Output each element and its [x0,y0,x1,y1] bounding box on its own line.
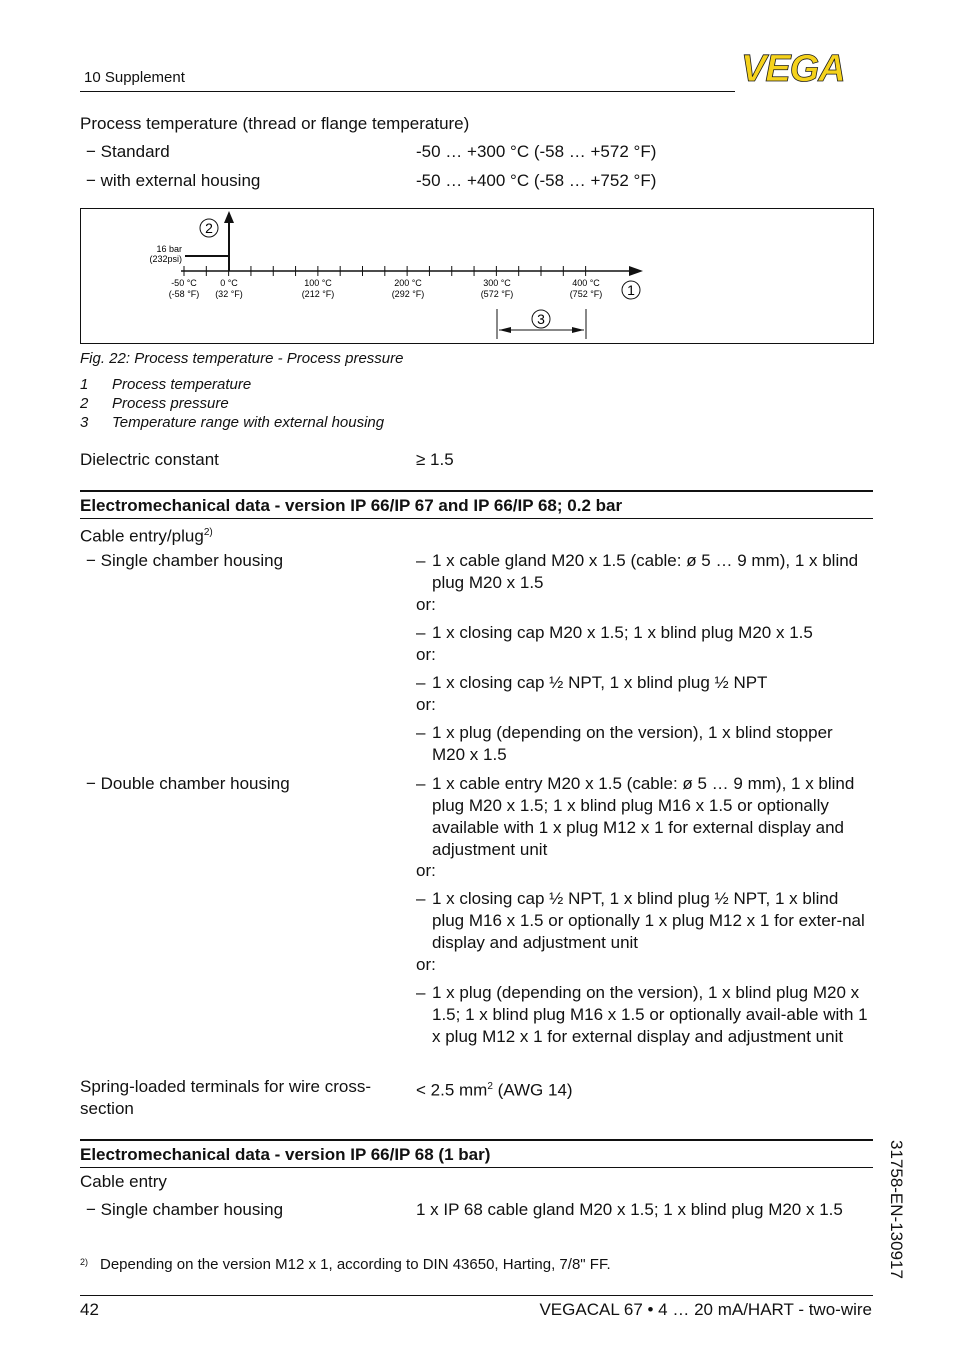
legend-text-1: Process temperature [112,376,252,393]
double-item-3: – 1 x plug (depending on the version), 1 x blind plug M20 x 1.5; 1 x blind plug M16 x 1.5 or optionally avail-able with 1 x plug M12 x 1 for external display and adjustment unit [416,983,868,1046]
tick-label-f-3: (292 °F) [391,289,425,299]
single-chamber-label: − Single chamber housing [86,551,284,570]
process-temperature-title: Process temperature (thread or flange temperature) [80,114,470,133]
section2-cable-entry-label: Cable entry [80,1172,167,1191]
dielectric-label: Dielectric constant [80,450,219,469]
svg-text:1: 1 [627,282,635,298]
legend-text-3: Temperature range with external housing [112,414,385,431]
footer-rule [80,1295,873,1296]
single-item-3: – 1 x closing cap ½ NPT, 1 x blind plug ½ NPT [416,673,768,692]
page-number: 42 [80,1300,99,1319]
y-label-psi: (232psi) [149,254,182,264]
legend-num-3: 3 [80,414,89,431]
svg-text:2: 2 [205,220,213,236]
pt-row-external-value: -50 … +400 °C (-58 … +752 °F) [416,171,657,190]
section2-single-label: − Single chamber housing [86,1200,284,1219]
footer-product: VEGACAL 67 • 4 … 20 mA/HART - two-wire [539,1300,872,1319]
tick-label-c-4: 300 °C [483,278,511,288]
single-item-1: – 1 x cable gland M20 x 1.5 (cable: ø 5 … 9 mm), 1 x blind plug M20 x 1.5 [416,551,859,592]
pt-row-external-label: − with external housing [86,171,261,190]
single-item-2: – 1 x closing cap M20 x 1.5; 1 x blind plug M20 x 1.5 [416,623,813,642]
section2-heading-rule [80,1167,873,1168]
or-label: or: [416,695,436,714]
tick-label-c-0: -50 °C [171,278,197,288]
callout-3 [532,310,550,328]
double-item-1: – 1 x cable entry M20 x 1.5 (cable: ø 5 … 9 mm), 1 x blind plug M20 x 1.5; 1 x blind plug M16 x 1.5 or optionally available with 1 x plug M12 x 1 for external display and adjustment unit [416,774,855,859]
tick-label-c-2: 100 °C [304,278,332,288]
pt-row-standard-label: − Standard [86,142,170,161]
callout-1 [622,281,640,299]
y-label-bar: 16 bar [156,244,182,254]
legend-num-1: 1 [80,376,89,393]
legend-num-2: 2 [80,395,89,412]
or-label: or: [416,645,436,664]
dielectric-value: ≥ 1.5 [416,450,454,469]
tick-label-c-5: 400 °C [572,278,600,288]
side-doc-code: 31758-EN-130917 [887,1140,906,1279]
pt-row-standard-value: -50 … +300 °C (-58 … +572 °F) [416,142,657,161]
double-item-2: – 1 x closing cap ½ NPT, 1 x blind plug ½ NPT, 1 x blind plug M16 x 1.5 or optionally 1 x plug M12 x 1 for exter-nal display and adjustment unit [416,889,865,952]
section1-top-rule [80,490,873,492]
header-rule [80,91,735,92]
tick-label-f-2: (212 °F) [301,289,335,299]
section2-heading: Electromechanical data - version IP 66/IP 68 (1 bar) [80,1145,491,1164]
section1-heading: Electromechanical data - version IP 66/IP 67 and IP 66/IP 68; 0.2 bar [80,496,623,515]
vega-logo [741,52,873,89]
tick-label-f-0: (-58 °F) [168,289,200,299]
tick-label-f-1: (32 °F) [215,289,243,299]
temperature-pressure-diagram [81,209,873,343]
section2-single-value: 1 x IP 68 cable gland M20 x 1.5; 1 x blind plug M20 x 1.5 [416,1200,843,1219]
single-item-4: – 1 x plug (depending on the version), 1 x blind stopper M20 x 1.5 [416,723,833,764]
section-title: 10 Supplement [84,69,185,86]
footnote-mark: 2) [80,1257,89,1267]
tick-label-f-4: (572 °F) [480,289,514,299]
section1-heading-rule [80,518,873,519]
footnote-text: Depending on the version M12 x 1, according to DIN 43650, Harting, 7/8" FF. [100,1256,611,1273]
or-label: or: [416,861,436,880]
or-label: or: [416,955,436,974]
figure-caption: Fig. 22: Process temperature - Process pressure [80,350,404,367]
legend-text-2: Process pressure [112,395,229,412]
section2-top-rule [80,1139,873,1141]
spring-terminals-value: < 2.5 $mm^2$ (AWG 14) [416,1080,573,1100]
figure-frame [80,208,874,344]
tick-label-f-5: (752 °F) [569,289,603,299]
callout-2 [200,219,218,237]
double-chamber-label: − Double chamber housing [86,774,290,793]
tick-label-c-1: 0 °C [220,278,238,288]
or-label: or: [416,595,436,614]
svg-text:VEGA: VEGA [741,52,845,84]
spring-terminals-label: Spring-loaded terminals for wire cross-section [80,1077,371,1118]
tick-label-c-3: 200 °C [394,278,422,288]
cable-entry-plug-label: Cable entry/plug$^{2)}$ [80,526,213,546]
svg-text:3: 3 [537,311,545,327]
